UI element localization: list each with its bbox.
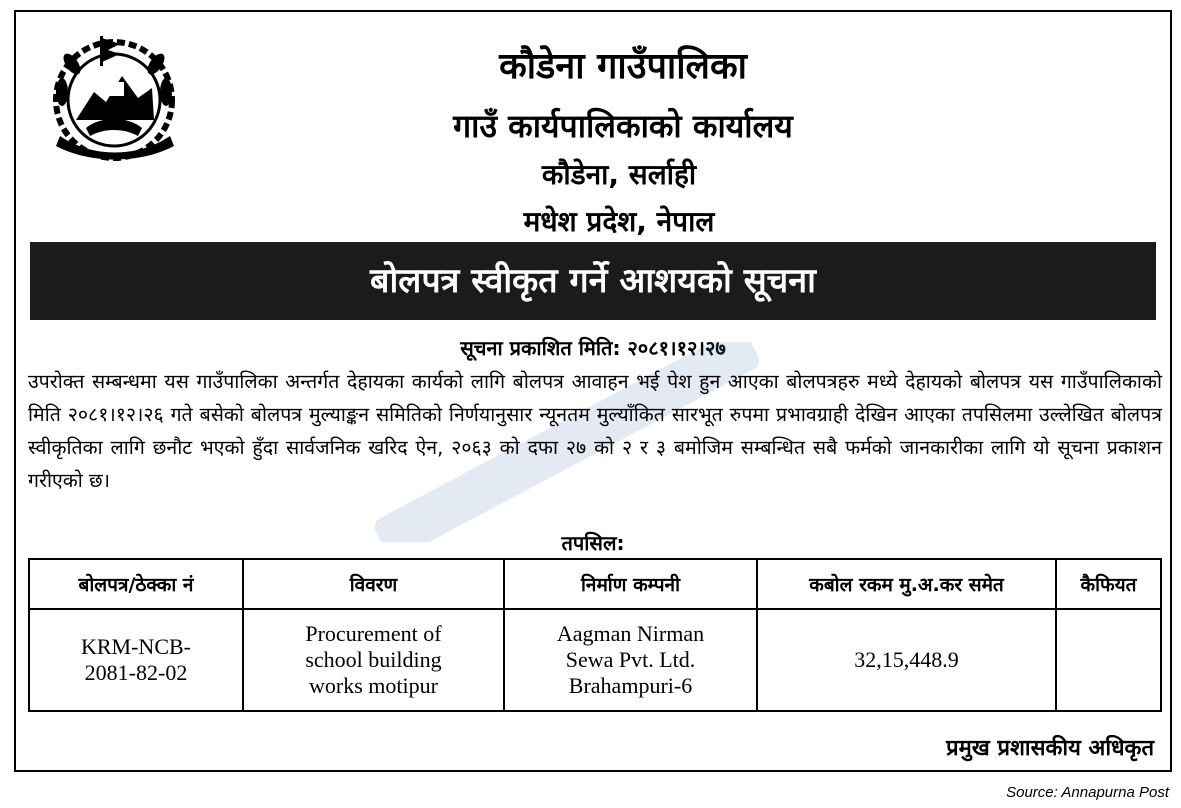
header-amount: कबोल रकम मु.अ.कर समेत [757, 559, 1056, 609]
office-name: गाउँ कार्यपालिकाको कार्यालय [453, 107, 793, 145]
cell-amount [757, 609, 1056, 711]
header-company: निर्माण कम्पनी [504, 559, 757, 609]
company-text: Aagman Nirman Sewa Pvt. Ltd. Brahampuri-6 [556, 621, 705, 698]
municipality-name: कौडेना गाउँपालिका [499, 46, 747, 87]
notice-frame [14, 10, 1172, 772]
award-table [28, 558, 1162, 712]
amount-text: 32,15,448.9 [854, 647, 959, 672]
province-country: मधेश प्रदेश, नेपाल [523, 205, 715, 238]
cell-company [504, 609, 757, 711]
schedule-label: तपसिल: [561, 531, 625, 555]
publish-date: सूचना प्रकाशित मिति: २०८१।१२।२७ [460, 336, 726, 360]
header-description: विवरण [243, 559, 504, 609]
header-contract-no: बोलपत्र/ठेक्का नं [29, 559, 243, 609]
cell-contract-no [29, 609, 243, 711]
table-header-row [29, 559, 1161, 609]
cell-description [243, 609, 504, 711]
header-remarks: कैफियत [1056, 559, 1161, 609]
source-credit: Source: Annapurna Post [1006, 784, 1169, 801]
table-row [29, 609, 1161, 711]
notice-title-banner: बोलपत्र स्वीकृत गर्ने आशयको सूचना [30, 242, 1156, 320]
description-text: Procurement of school building works motipur [305, 621, 442, 698]
signatory-title: प्रमुख प्रशासकीय अधिकृत [946, 736, 1154, 761]
contract-no-text: KRM-NCB-2081-82-02 [80, 634, 191, 685]
notice-body: उपरोक्त सम्बन्धमा यस गाउँपालिका अन्तर्गत देहायका कार्यको लागि बोलपत्र आवाहन भई पेश हुन आएका बोलपत्रहरु मध्ये देहायको बोलपत्र यस गाउँपालिकाको मिति २०८१।१२।२६ गते बसेको बोलपत्र मुल्याङ्कन समितिको निर्णयानुसार न्यूनतम मुल्याँकित सारभूत रुपमा प्रभावग्राही देखिन आएका तपसिलमा उल्लेखित बोलपत्र स्वीकृतिका लागि छनौट भएको हुँदा सार्वजनिक खरिद ऐन, २०६३ को दफा २७ को २ र ३ बमोजिम सम्बन्धित सबै फर्मको जानकारीका लागि यो सूचना प्रकाशन गरीएको छ। [28, 370, 1162, 492]
office-location: कौडेना, सर्लाही [541, 158, 697, 191]
cell-remarks [1056, 609, 1161, 711]
